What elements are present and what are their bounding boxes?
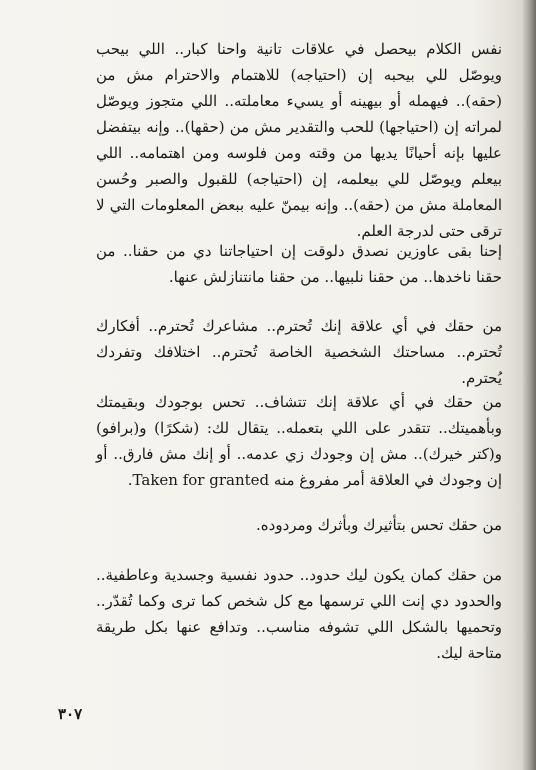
- paragraph-6: من حقك كمان يكون ليك حدود.. حدود نفسية وجسدية وعاطفية.. والحدود دي إنت اللي ترسمها مع كل شخص كما ترى وكما تُقدّر.. وتحميها بالشكل اللي تشوفه مناسب.. وتدافع عنها بكل طريقة متاحة ليك.: [96, 566, 502, 662]
- paragraph-4: من حقك في أي علاقة إنك تتشاف.. تحس بوجودك وبقيمتك وبأهميتك.. تتقدر على اللي بتعمله.. يتقال لك: (شكرًا) و(برافو) و(كتر خيرك).. مش إن وجودك زي عدمه.. أو إنك مش فارق.. أو إن وجودك في العلاقة أمر مفروغ منه Taken for granted.: [96, 393, 502, 489]
- page-number: ٣٠٧: [58, 705, 83, 723]
- paragraph-5: من حقك تحس بتأثيرك وبأثرك ومردوده.: [256, 516, 502, 534]
- book-spine-shadow: [522, 0, 536, 770]
- paragraph-1: نفس الكلام بيحصل في علاقات تانية واحنا كبار.. اللي بيحب ويوصّل للي بيحبه إن (احتياجه) للاهتمام والاحترام مش من (حقه).. فيهمله أو بيهينه أو يسيء معاملته.. اللي متجوز ويوصّل لمراته إن (احتياجها) للحب والتقدير مش من (حقها).. وإنه بيتفضل عليها بإنه أحيانًا يديها من وقته ومن فلوسه ومن اهتمامه.. اللي بيعلم ويوصّل للي بيعلمه، إن (احتياجه) للقبول والصبر وحُسن المعاملة مش من (حقه).. وإنه بيمنّ عليه ببعض المعلومات التي لا ترقى حتى لدرجة العلم.: [96, 40, 502, 240]
- paragraph-3: من حقك في أي علاقة إنك تُحترم.. مشاعرك تُحترم.. أفكارك تُحترم.. مساحتك الشخصية الخاصة تُحترم.. اختلافك وتفردك يُحترم.: [96, 317, 502, 387]
- paragraph-2: إحنا بقى عاوزين نصدق دلوقت إن احتياجاتنا دي من حقنا.. من حقنا ناخدها.. من حقنا نلبيها.. من حقنا مانتنازلش عنها.: [96, 242, 502, 286]
